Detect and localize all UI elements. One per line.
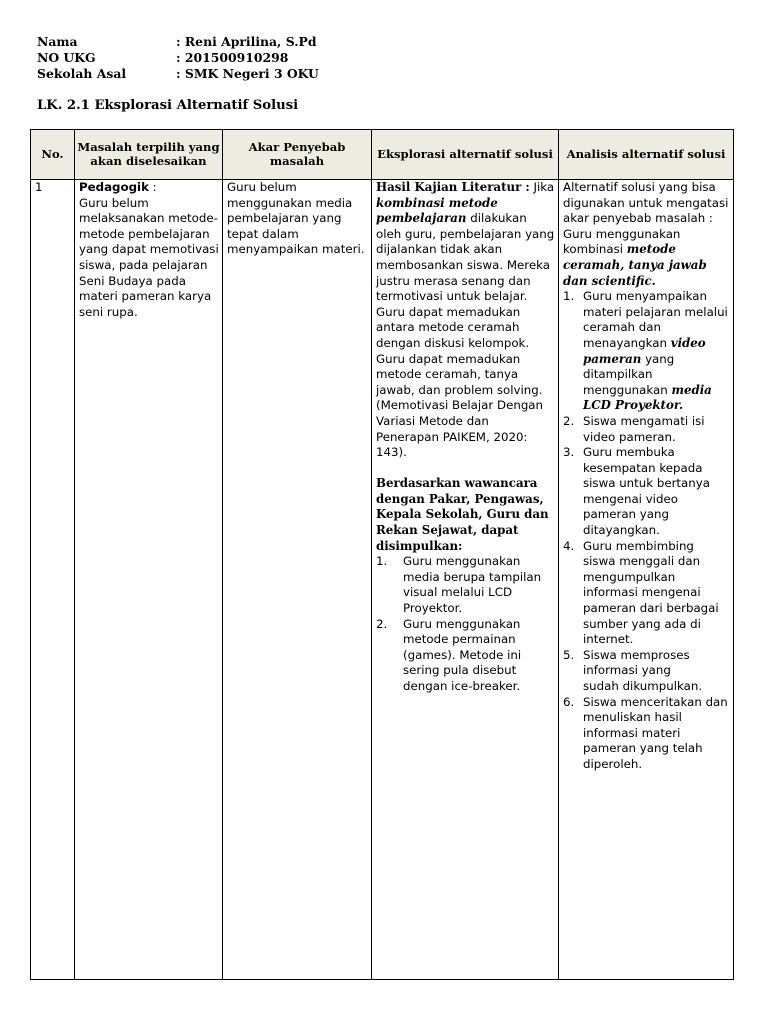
school-value: : SMK Negeri 3 OKU [176,66,319,81]
list-item: 2. Guru menggunakan metode permainan (games). Metode ini sering pula disebut dengan ice-breaker. [376,616,522,693]
ukg-value: : 201500910298 [176,50,289,65]
cell-akar [223,180,372,980]
list-item: 1. Guru menyampaikan materi pelajaran melalui ceramah dan menayangkan video pameran yang ditampilkan menggunakan media LCD Proyektor. [563,289,728,413]
solution-steps-list [563,289,730,772]
header-eksplorasi: Eksplorasi alternatif solusi [372,130,559,180]
worksheet-title: LK. 2.1 Eksplorasi Alternatif Solusi [37,98,299,113]
jika-text: Jika [533,180,555,194]
name-label: Nama [37,34,78,49]
name-value: : Reni Aprilina, S.Pd [176,34,317,49]
conclusion-list [376,554,555,694]
media-lcd-emphasis: media LCD Proyektor. [583,382,712,413]
masalah-colon: : [148,180,157,194]
header-masalah: Masalah terpilih yang akan diselesaikan [75,130,223,180]
name-row [37,34,319,50]
list-item: 4. Guru membimbing siswa menggali dan mengumpulkan informasi mengenai pameran dari berbagai sumber yang ada di internet. [563,538,719,647]
akar-text: Guru belum menggunakan media pembelajaran yang tepat dalam menyampaikan materi. [227,180,365,257]
literature-heading: Hasil Kajian Literatur : [376,180,530,194]
cell-eksplorasi [372,180,559,980]
cell-analisis [559,180,734,980]
ukg-label: NO UKG [37,50,96,65]
table-header-row [31,130,734,180]
list-item: 3. Guru membuka kesempatan kepada siswa untuk bertanya mengenai video pameran yang ditayangkan. [563,445,710,538]
literature-text: dilakukan oleh guru, pembelajaran yang dijalankan tidak akan membosankan siswa. Mereka justru merasa senang dan termotivasi untuk belajar. Guru dapat memadukan antara metode ceramah dengan diskusi kelompok. Guru dapat memadukan metode ceramah, tanya jawab, dan problem solving. (Memotivasi Belajar Dengan Variasi Metode dan Penerapan PAIKEM, 2020: 143). [376,211,555,460]
header-no: No. [31,130,75,180]
table-row [31,180,734,980]
solution-table [30,129,734,980]
header-akar: Akar Penyebab masalah [223,130,372,180]
kombinasi-emphasis: kombinasi metode pembelajaran [376,195,498,226]
list-item: 5. Siswa memproses informasi yang sudah dikumpulkan. [563,647,703,693]
interview-heading: Berdasarkan wawancara dengan Pakar, Pengawas, Kepala Sekolah, Guru dan Rekan Sejawat, dapat disimpulkan: [376,476,549,553]
list-item: 2. Siswa mengamati isi video pameran. [563,413,705,444]
identity-block [37,34,319,82]
masalah-text: Guru belum melaksanakan metode-metode pembelajaran yang dapat memotivasi siswa, pada pelajaran Seni Budaya pada materi pameran karya seni rupa. [79,195,219,319]
row-number: 1 [35,180,43,194]
list-item: 1. Guru menggunakan media berupa tampilan visual melalui LCD Proyektor. [376,554,542,616]
header-analisis: Analisis alternatif solusi [559,130,734,180]
list-item: 6. Siswa menceritakan dan menuliskan hasil informasi materi pameran yang telah diperoleh. [563,694,728,771]
masalah-category: Pedagogik [79,180,149,194]
school-label: Sekolah Asal [37,66,127,81]
video-pameran-emphasis: video pameran [583,335,706,366]
cell-no [31,180,75,980]
cell-masalah [75,180,223,980]
school-row [37,66,319,82]
ukg-row [37,50,319,66]
analisis-intro: Alternatif solusi yang bisa digunakan untuk mengatasi akar penyebab masalah : Guru menggunakan kombinasi [563,180,729,257]
analisis-methods: metode ceramah, tanya jawab dan scientific. [563,242,707,288]
